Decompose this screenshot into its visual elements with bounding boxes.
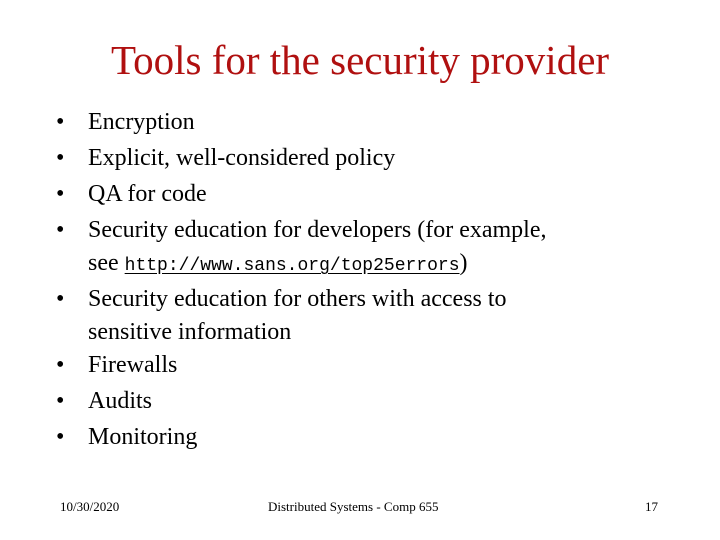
- bullet-item-policy: [56, 140, 676, 176]
- bullet-text: Audits: [88, 388, 153, 414]
- bullet-text: Firewalls: [88, 352, 178, 378]
- bullet-item-monitoring: [56, 419, 676, 455]
- bullet-item-others-education: [56, 281, 676, 347]
- bullet-text: Security education for others with access to: [88, 286, 507, 312]
- bullet-item-developer-education: [56, 212, 676, 281]
- bullet-dot-icon: •: [56, 109, 65, 135]
- bullet-item-qa: [56, 176, 676, 212]
- bullet-text: Monitoring: [88, 424, 198, 450]
- bullet-continuation: sensitive information: [88, 319, 292, 345]
- bullet-item-encryption: [56, 104, 676, 140]
- bullet-dot-icon: •: [56, 424, 65, 450]
- bullet-text: Security education for developers (for example,: [88, 217, 547, 243]
- bullet-item-firewalls: [56, 347, 676, 383]
- footer-date: 10/30/2020: [60, 499, 120, 514]
- sans-top25-link[interactable]: http://www.sans.org/top25errors: [124, 256, 460, 276]
- bullet-item-audits: [56, 383, 676, 419]
- bullet-continuation: [88, 248, 676, 281]
- bullet-dot-icon: •: [56, 217, 65, 243]
- slide-title: Tools for the security provider: [110, 37, 610, 83]
- bullet-list: [56, 104, 676, 455]
- bullet-text: QA for code: [88, 181, 207, 207]
- footer-page-number: 17: [645, 499, 658, 514]
- bullet-dot-icon: •: [56, 286, 65, 312]
- bullet-text-prefix: see: [88, 250, 125, 276]
- bullet-text: Encryption: [88, 109, 195, 135]
- bullet-dot-icon: •: [56, 181, 65, 207]
- footer-course: Distributed Systems - Comp 655: [268, 499, 439, 514]
- bullet-text: Explicit, well-considered policy: [88, 145, 396, 171]
- bullet-text-suffix: ): [459, 250, 468, 276]
- bullet-dot-icon: •: [56, 145, 65, 171]
- bullet-dot-icon: •: [56, 352, 65, 378]
- bullet-dot-icon: •: [56, 388, 65, 414]
